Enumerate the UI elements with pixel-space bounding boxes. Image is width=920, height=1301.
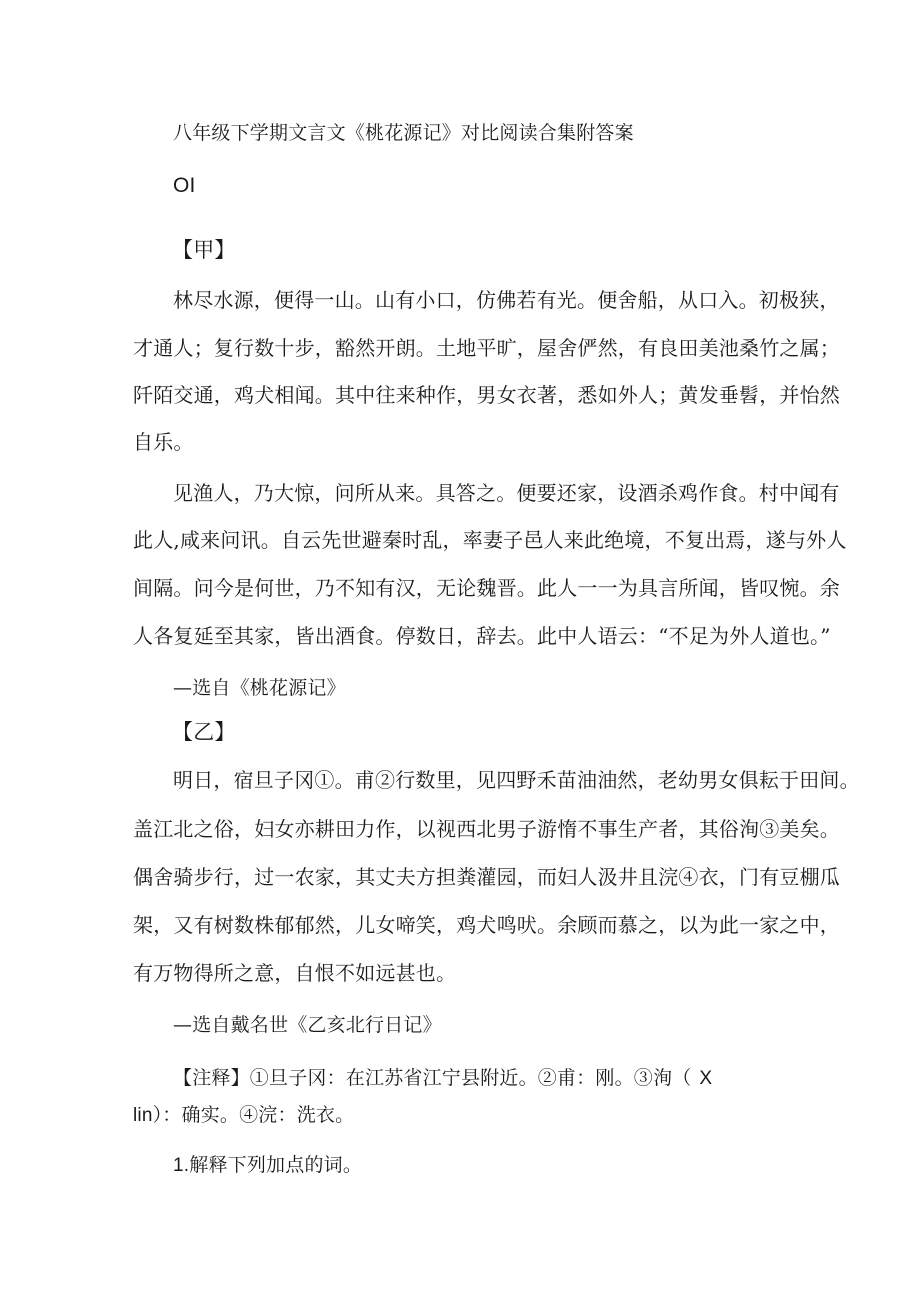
passage-a-line: 自乐。 [133, 430, 194, 454]
passage-b-line: 有万物得所之意，自恨不如远甚也。 [133, 961, 457, 985]
passage-a-line: 阡陌交通，鸡犬相闻。其中往来种作，男女衣著，悉如外人；黄发垂髫，并怡然 [133, 383, 840, 407]
passage-a-heading: 【甲】 [172, 238, 236, 262]
question-text: 解释下列加点的词。 [189, 1154, 363, 1176]
document-title: 八年级下学期文言文《桃花源记》对比阅读合集附答案 [173, 122, 634, 144]
question-1 [173, 1151, 362, 1180]
passage-a-line: 间隔。问今是何世，乃不知有汉，无论魏晋。此人一一为具言所闻，皆叹惋。余 [133, 576, 840, 600]
notes-line-1 [173, 1064, 712, 1093]
section-marker: OI [173, 174, 196, 197]
passage-a-line: 人各复延至其家，皆出酒食。停数日，辞去。此中人语云：“不足为外人道也。” [133, 624, 831, 648]
passage-a-line: 林尽水源，便得一山。山有小口，仿佛若有光。便舍船，从口入。初极狭， [173, 288, 840, 312]
passage-a-line: 才通人；复行数十步，豁然开朗。土地平旷，屋舍俨然，有良田美池桑竹之属； [133, 336, 840, 360]
passage-b-line: 偶舍骑步行，过一农家，其丈夫方担粪灌园，而妇人汲井且浣④衣，门有豆棚瓜 [133, 865, 840, 889]
passage-b-line: 盖江北之俗，妇女亦耕田力作，以视西北男子游惰不事生产者，其俗洵③美矣。 [133, 817, 840, 841]
notes-pinyin-rest: lin [133, 1105, 153, 1126]
passage-b-line: 架，又有树数株郁郁然，儿女啼笑，鸡犬鸣吠。余顾而慕之，以为此一家之中， [133, 913, 840, 937]
notes-line-2 [133, 1101, 354, 1130]
passage-b-line: 明日，宿旦子冈①。甫②行数里，见四野禾苗油油然，老幼男女俱耘于田间。 [173, 768, 860, 792]
passage-a-source: —选自《桃花源记》 [173, 677, 346, 699]
passage-b-source: —选自戴名世《乙亥北行日记》 [173, 1014, 442, 1036]
notes-text: ）：确实。④浣：洗衣。 [152, 1104, 355, 1126]
notes-pinyin-initial: X [699, 1068, 713, 1089]
passage-a-line: 此人,咸来问讯。自云先世避秦时乱，率妻子邑人来此绝境，不复出焉，遂与外人 [133, 528, 847, 552]
passage-a-line: 见渔人，乃大惊，问所从来。具答之。便要还家，设酒杀鸡作食。村中闻有 [173, 481, 840, 505]
question-number: 1. [173, 1155, 190, 1176]
notes-text: 【注释】①旦子冈：在江苏省江宁县附近。②甫：刚。③洵（ [173, 1067, 692, 1089]
passage-b-heading: 【乙】 [172, 720, 236, 744]
